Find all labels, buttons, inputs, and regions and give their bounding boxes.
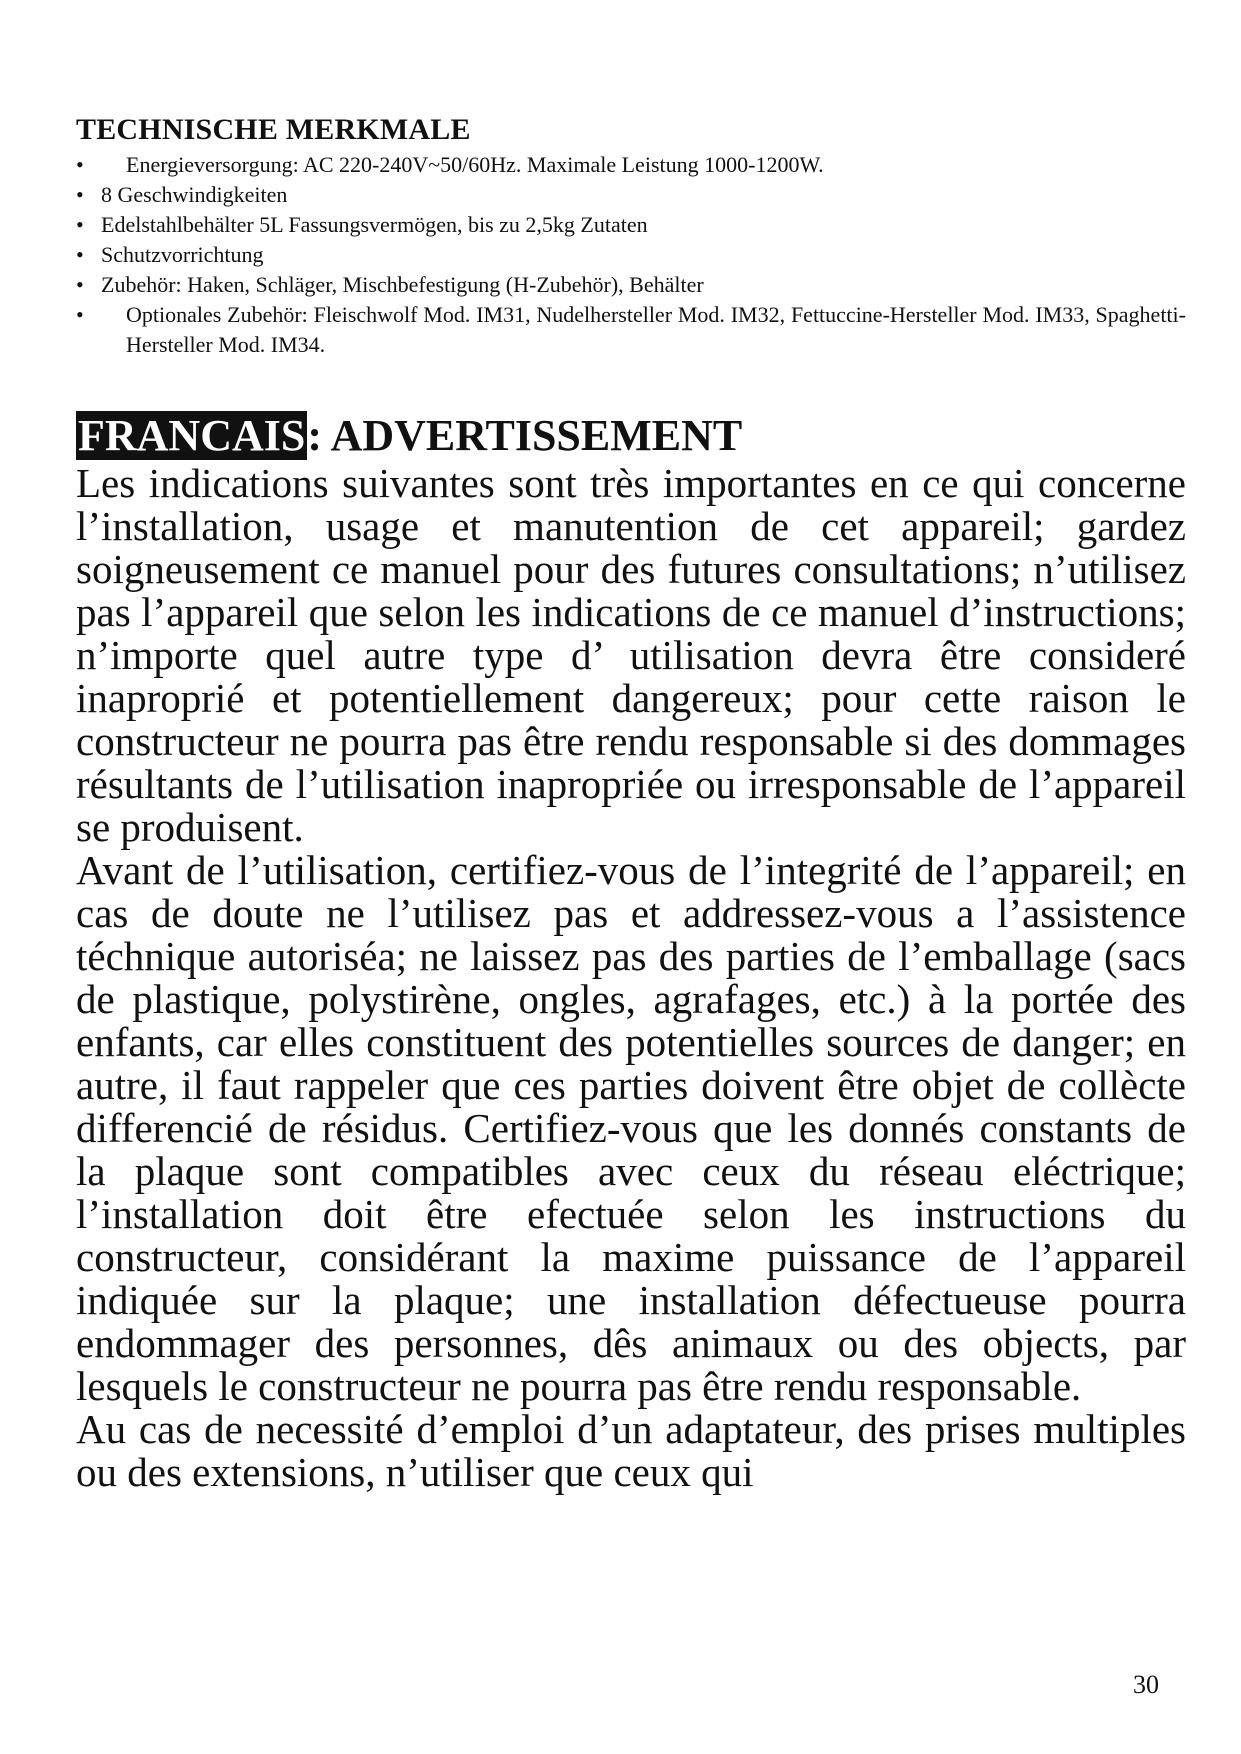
bullet-icon: • <box>76 272 84 297</box>
list-item-text: Edelstahlbehälter 5L Fassungsvermögen, bis zu 2,5kg Zutaten <box>101 212 648 237</box>
list-item-text: Optionales Zubehör: Fleischwolf Mod. IM31, Nudelhersteller Mod. IM32, Fettuccine-Hersteller Mod. IM33, Spaghetti-Hersteller Mod. IM34. <box>126 302 1186 357</box>
list-item-text: 8 Geschwindigkeiten <box>101 182 288 207</box>
list-item <box>76 240 1186 270</box>
list-item <box>76 150 1186 180</box>
list-item-text: Energieversorgung: AC 220-240V~50/60Hz. Maximale Leistung 1000-1200W. <box>126 152 824 177</box>
list-item <box>76 210 1186 240</box>
technical-features-list <box>76 150 1186 360</box>
heading-rest: : ADVERTISSEMENT <box>307 411 743 460</box>
bullet-icon: • <box>76 152 84 177</box>
list-item <box>76 270 1186 300</box>
body-paragraph: Avant de l’utilisation, certifiez-vous de l’integrité de l’appareil; en cas de doute ne l’utilisez pas et addressez-vous a l’assistence téchnique autoriséa; ne laissez pas des parties de l’emballage (sacs de plastique, polystirène, ongles, agrafages, etc.) à la portée des enfants, car elles constituent des potentielles sources de danger; en autre, il faut rappeler que ces parties doivent être objet de collècte differencié de résidus. Certifiez-vous que les donnés constants de la plaque sont compatibles avec ceux du réseau eléctrique; l’installation doit être efectuée selon les instructions du constructeur, considérant la maxime puissance de l’appareil indiquée sur la plaque; une installation défectueuse pourra endommager des personnes, dês animaux ou des objects, par lesquels le constructeur ne pourra pas être rendu responsable. <box>76 847 1186 1409</box>
technical-features-section <box>76 112 1186 360</box>
french-warning-section <box>76 410 1186 1494</box>
page-number: 30 <box>1133 1670 1159 1699</box>
technical-features-heading: TECHNISCHE MERKMALE <box>76 113 471 146</box>
bullet-icon: • <box>76 212 84 237</box>
body-paragraph: Au cas de necessité d’emploi d’un adaptateur, des prises multiples ou des extensions, n’utiliser que ceux qui <box>76 1406 1186 1495</box>
language-tag: FRANCAIS <box>78 411 306 460</box>
list-item-text: Zubehör: Haken, Schläger, Mischbefestigung (H-Zubehör), Behälter <box>101 272 704 297</box>
french-warning-body <box>76 462 1186 1494</box>
body-paragraph: Les indications suivantes sont très importantes en ce qui concerne l’installation, usage et manutention de cet appareil; gardez soigneusement ce manuel pour des futures consultations; n’utilisez pas l’appareil que selon les indications de ce manuel d’instructions; n’importe quel autre type d’ utilisation devra être consideré inaproprié et potentiellement dangereux; pour cette raison le constructeur ne pourra pas être rendu responsable si des dommages résultants de l’utilisation inapropriée ou irresponsable de l’appareil se produisent. <box>76 460 1186 850</box>
list-item <box>76 300 1186 360</box>
bullet-icon: • <box>76 182 84 207</box>
french-warning-heading <box>76 410 1186 462</box>
bullet-icon: • <box>76 302 84 327</box>
bullet-icon: • <box>76 242 84 267</box>
list-item-text: Schutzvorrichtung <box>101 242 264 267</box>
list-item <box>76 180 1186 210</box>
